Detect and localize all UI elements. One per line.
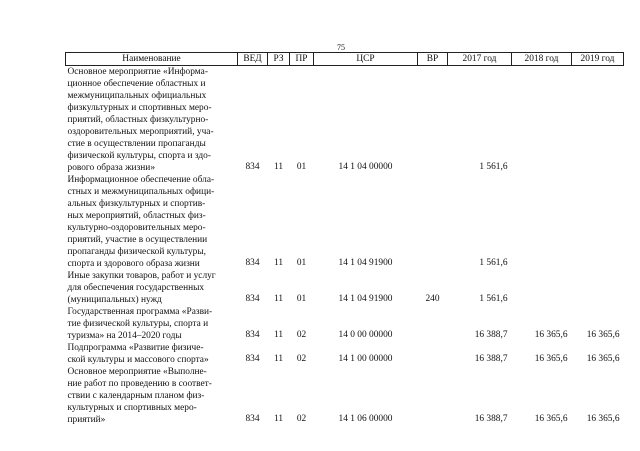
row-name-line: Иные закупки товаров, работ и услуг <box>67 271 216 281</box>
header-row <box>66 53 624 66</box>
row-name <box>66 270 238 306</box>
cell-ved: 834 <box>245 414 260 424</box>
cell-vr <box>418 306 448 342</box>
cell-pr: 02 <box>296 330 307 340</box>
row-name <box>66 306 238 342</box>
header-ved: ВЕД <box>238 53 268 66</box>
row-name-line: Основное мероприятие «Информа- <box>67 67 208 77</box>
row-name-line: туризма» на 2014–2020 годы <box>67 331 182 341</box>
table-body <box>66 66 624 427</box>
row-name-line: Подпрограмма «Развитие физиче- <box>67 343 204 353</box>
header-pr: ПР <box>290 53 314 66</box>
table-row <box>66 174 624 270</box>
row-name-line: ние работ по проведению в соответ- <box>67 379 212 389</box>
table-row <box>66 342 624 366</box>
cell-pr: 02 <box>296 414 307 424</box>
cell-ved: 834 <box>245 294 260 304</box>
row-name <box>66 342 238 366</box>
row-name-line: Основное мероприятие «Выполне- <box>67 367 207 377</box>
table-row <box>66 66 624 175</box>
cell-rz: 11 <box>273 258 284 268</box>
row-name-line: рового образа жизни» <box>67 163 156 173</box>
cell-csr: 14 1 04 91900 <box>338 258 393 268</box>
cell-rz: 11 <box>273 162 284 172</box>
cell-y2019 <box>572 66 624 175</box>
row-name-line: спорта и здорового образа жизни <box>67 259 200 269</box>
budget-table <box>65 52 624 426</box>
header-2017: 2017 год <box>448 53 512 66</box>
row-name-line: межмуниципальных официальных <box>67 91 207 101</box>
cell-pr: 01 <box>296 294 307 304</box>
row-name-line: (муниципальных) нужд <box>67 295 162 305</box>
cell-pr: 01 <box>296 162 307 172</box>
row-name-line: ской культуры и массового спорта» <box>67 355 209 365</box>
cell-y2019: 16 365,6 <box>586 414 620 424</box>
cell-vr <box>418 342 448 366</box>
header-2019: 2019 год <box>572 53 624 66</box>
cell-csr: 14 0 00 00000 <box>338 330 393 340</box>
cell-ved: 834 <box>245 162 260 172</box>
cell-csr: 14 1 04 00000 <box>338 162 393 172</box>
page-number: 75 <box>337 43 345 52</box>
cell-rz: 11 <box>273 354 284 364</box>
table-row <box>66 306 624 342</box>
cell-y2017: 1 561,6 <box>479 162 508 172</box>
row-name-line: для обеспечения государственных <box>67 283 205 293</box>
row-name-line: стных и межмуниципальных офици- <box>67 187 215 197</box>
cell-pr: 01 <box>296 258 307 268</box>
row-name <box>66 174 238 270</box>
cell-y2018 <box>512 174 572 270</box>
header-rz: РЗ <box>268 53 290 66</box>
cell-y2019: 16 365,6 <box>586 354 620 364</box>
row-name <box>66 66 238 175</box>
row-name-line: физкультурных и спортивных меро- <box>67 103 212 113</box>
row-name <box>66 366 238 426</box>
row-name-line: ствии с календарным планом физ- <box>67 391 205 401</box>
table-row <box>66 366 624 426</box>
header-name: Наименование <box>66 53 238 66</box>
table-row <box>66 270 624 306</box>
cell-y2017: 1 561,6 <box>479 294 508 304</box>
row-name-line: стие в осуществлении пропаганды <box>67 139 206 149</box>
cell-y2017: 1 561,6 <box>479 258 508 268</box>
cell-y2018 <box>512 270 572 306</box>
row-name-line: тие физической культуры, спорта и <box>67 319 209 329</box>
row-name-line: Информационное обеспечение обла- <box>67 175 215 185</box>
table-header <box>66 53 624 66</box>
row-name-line: ционное обеспечение областных и <box>67 79 206 89</box>
cell-csr: 14 1 04 91900 <box>338 294 393 304</box>
row-name-line: приятий» <box>67 415 106 425</box>
row-name-line: альных физкультурных и спортив- <box>67 199 206 209</box>
header-csr: ЦСР <box>314 53 418 66</box>
row-name-line: ных мероприятий, областных физ- <box>67 211 206 221</box>
cell-ved: 834 <box>245 330 260 340</box>
row-name-line: физической культуры, спорта и здо- <box>67 151 211 161</box>
cell-ved: 834 <box>245 354 260 364</box>
cell-y2018 <box>512 66 572 175</box>
row-name-line: приятий, областных физкультурно- <box>67 115 209 125</box>
header-2018: 2018 год <box>512 53 572 66</box>
cell-y2017: 16 388,7 <box>474 330 508 340</box>
cell-rz: 11 <box>273 294 284 304</box>
cell-rz: 11 <box>273 330 284 340</box>
cell-y2019: 16 365,6 <box>586 330 620 340</box>
cell-ved: 834 <box>245 258 260 268</box>
row-name-line: культурных и спортивных меро- <box>67 403 197 413</box>
cell-csr: 14 1 00 00000 <box>338 354 393 364</box>
row-name-line: пропаганды физической культуры, <box>67 247 206 257</box>
cell-y2017: 16 388,7 <box>474 414 508 424</box>
cell-y2019 <box>572 270 624 306</box>
header-vr: ВР <box>418 53 448 66</box>
row-name-line: приятий, участие в осуществлении <box>67 235 208 245</box>
cell-pr: 02 <box>296 354 307 364</box>
cell-y2019 <box>572 174 624 270</box>
cell-y2018: 16 365,6 <box>534 354 568 364</box>
row-name-line: культурно-оздоровительных меро- <box>67 223 206 233</box>
cell-csr: 14 1 06 00000 <box>338 414 393 424</box>
cell-y2018: 16 365,6 <box>534 414 568 424</box>
row-name-line: Государственная программа «Разви- <box>67 307 213 317</box>
cell-rz: 11 <box>273 414 284 424</box>
cell-vr: 240 <box>425 294 440 304</box>
cell-vr <box>418 66 448 175</box>
cell-vr <box>418 174 448 270</box>
cell-y2018: 16 365,6 <box>534 330 568 340</box>
row-name-line: оздоровительных мероприятий, уча- <box>67 127 214 137</box>
cell-y2017: 16 388,7 <box>474 354 508 364</box>
cell-vr <box>418 366 448 426</box>
